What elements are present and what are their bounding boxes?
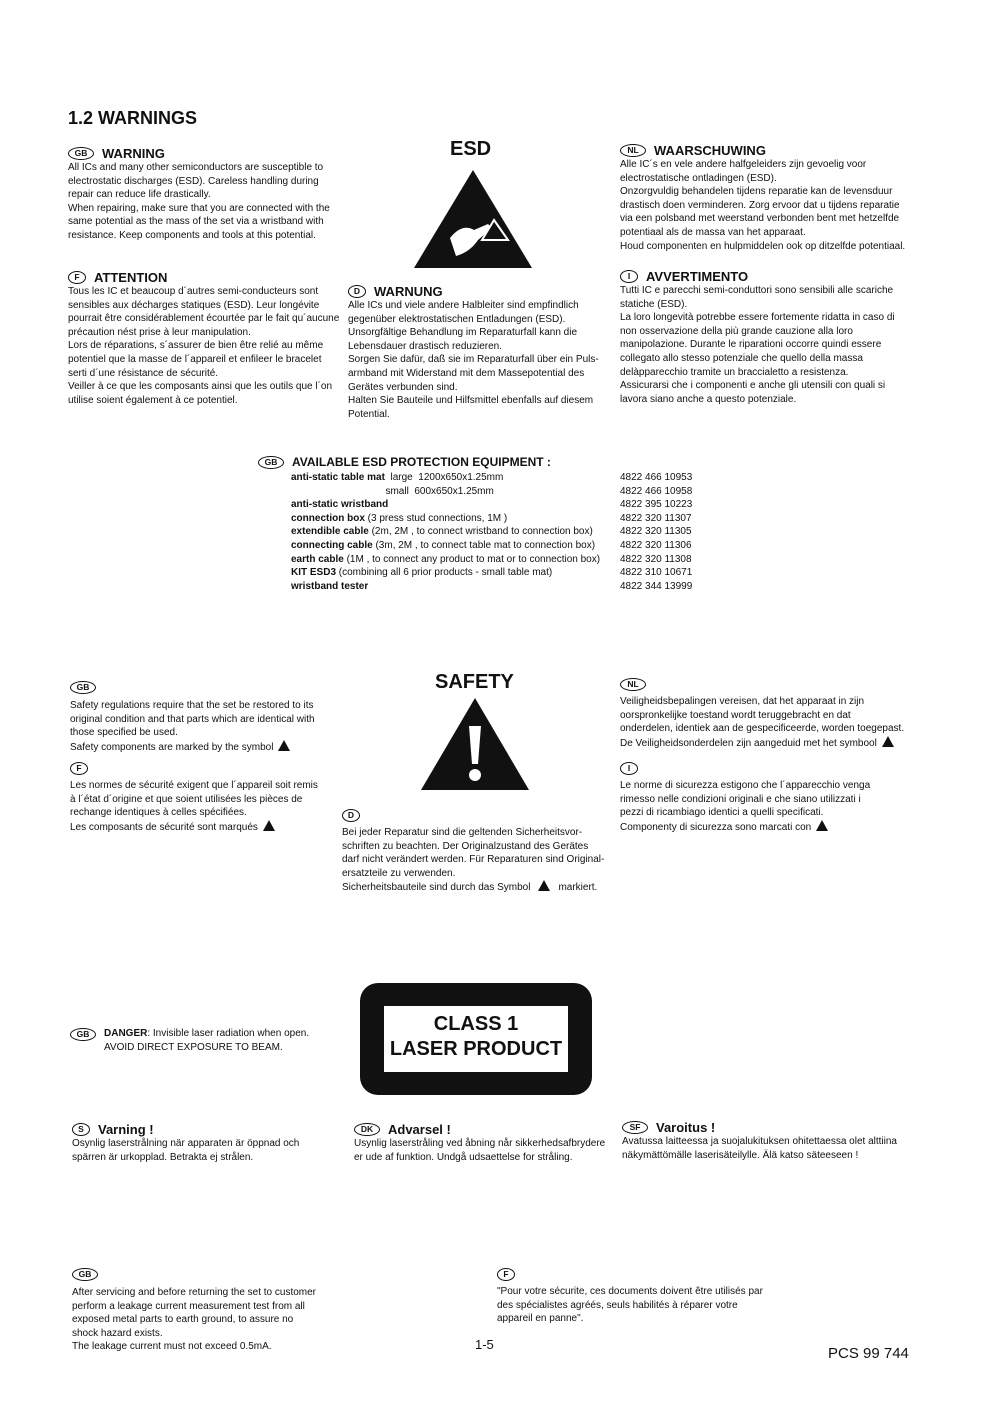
laser-heading-s: Varning ! (98, 1122, 154, 1137)
lang-badge-f: F (70, 762, 88, 775)
lang-badge-gb: GB (70, 1028, 96, 1041)
esd-text-gb: All ICs and many other semiconductors are susceptible to electrostatic discharges (ESD). Careless handling during repair can reduce life drastically. When repairing, make sure that you are connected with the same potential as the mass of the set via a wristband with resistance. Keep components and tools at this potential. (68, 162, 330, 241)
lang-badge-f: F (497, 1268, 515, 1281)
esd-text-f: Tous les IC et beaucoup d´autres semi-conducteurs sont sensibles aux décharges statiques (ESD). Leur longévite pourrait être considérablement écourtée par le fait qu´aucune précaution nést prise à leur manipulation. Lors de réparations, s´assurer de bien être relié au même potentiel que la masse de l´appareil et enfileer le bracelet serti d´une résistance de sécurité. Veiller à ce que les composants ainsi que les outils que l´on utilise soient également à ce potentiel. (68, 286, 340, 406)
safety-symbol-text-f: Les composants de sécurité sont marqués (70, 821, 258, 833)
lang-badge-gb: GB (258, 456, 284, 469)
page-title: 1.2 WARNINGS (68, 108, 198, 128)
safety-f (70, 758, 355, 834)
safety-nl (620, 674, 920, 750)
safety-symbol-text-gb: Safety components are marked by the symbol (70, 741, 274, 753)
lang-badge-s: S (72, 1123, 90, 1136)
safety-symbol-after-d: markiert. (558, 882, 598, 894)
equipment-item: KIT ESD3 (combining all 6 prior products - small table mat) (291, 567, 553, 579)
safety-text-f: Les normes de sécurité exigent que l´appareil soit remis à l´état d´origine et que soient utilisées les pièces de rechange identiques à celles spécifiées. (70, 780, 318, 819)
esd-warning-icon (412, 168, 534, 270)
laser-danger-label: DANGER (104, 1028, 148, 1039)
laser-text-sf: Avatussa laitteessa ja suojalukituksen ohitettaessa olet alttiina näkymättömälle laserisäteilylle. Älä katso säteeseen ! (622, 1136, 897, 1161)
safety-symbol-text-nl: De Veiligheidsonderdelen zijn aangeduid met het symbool (620, 737, 877, 749)
lang-badge-d: D (342, 809, 360, 822)
leakage-text-gb: After servicing and before returning the set to customer perform a leakage current measurement test from all exposed metal parts to earth ground, to assure no shock hazard exists. The leakage current must not exceed 0.5mA. (72, 1287, 317, 1353)
safety-text-gb: Safety regulations require that the set be restored to its original condition and that parts which are identical with those specified be used. (70, 700, 315, 739)
safety-symbol-text-i: Componenty di sicurezza sono marcati con (620, 821, 812, 833)
laser-warning-sf (622, 1120, 922, 1162)
warning-triangle-icon (278, 740, 290, 751)
equipment-item: earth cable (1M , to connect any product to mat or to connection box) (291, 553, 601, 565)
laser-label (360, 983, 592, 1095)
esd-heading-gb: WARNING (102, 146, 165, 161)
esd-warning-f (68, 270, 343, 407)
esd-warning-gb (68, 146, 348, 243)
safety-warning-icon (419, 696, 531, 792)
safety-text-i: Le norme di sicurezza estigono che l´apparecchio venga rimesso nelle condizioni originali e che siano utilizzati i pezzi di ricambiago identici a quelli specificati. (620, 780, 871, 819)
lang-badge-gb: GB (72, 1268, 98, 1281)
equipment-item: wristband tester (291, 580, 369, 592)
lang-badge-sf: SF (622, 1121, 648, 1134)
laser-warning-dk (354, 1122, 619, 1164)
leakage-text-f: "Pour votre sécurite, ces documents doivent être utilisés par des spécialistes agréés, seuls habilités à réparer votre appareil en panne". (497, 1286, 763, 1325)
equipment-items (291, 471, 621, 593)
equipment-item: anti-static wristband (291, 499, 389, 511)
warning-triangle-icon (538, 880, 550, 891)
equipment-item: connection box (3 press stud connections, 1M ) (291, 512, 508, 524)
equipment-title: AVAILABLE ESD PROTECTION EQUIPMENT : (292, 455, 551, 469)
lang-badge-f: F (68, 271, 86, 284)
laser-danger-gb (70, 1027, 340, 1054)
equipment-item: anti-static table mat large 1200x650x1.25mm (291, 472, 504, 483)
lang-badge-d: D (348, 285, 366, 298)
lang-badge-i: I (620, 270, 638, 283)
esd-text-nl: Alle IC´s en vele andere halfgeleiders zijn gevoelig voor electrostatische ontladingen (ESD). Onzorgvuldig behandelen tijdens reparatie kan de levensduur drastisch doen verminderen. Zorg ervoor dat u tijdens reparatie via een polsband met weerstand verbonden bent met hetzelfde potentiaal als de massa van het apparaat. Houd componenten en hulpmiddelen ook op ditzelfde potentiaal. (620, 159, 906, 252)
equipment-code: 4822 320 11306 (620, 539, 692, 551)
leakage-f (497, 1264, 787, 1326)
lang-badge-dk: DK (354, 1123, 380, 1136)
laser-heading-sf: Varoitus ! (656, 1120, 716, 1135)
esd-text-d: Alle ICs und viele andere Halbleiter sind empfindlich gegenüber elektrostatischen Entladungen (ESD). Unsorgfältige Behandlung im Reparaturfall kann die Lebensdauer drastisch reduzieren. Sorgen Sie dafür, daß sie im Reparaturfall über ein Puls- armband mit Widerstand mit dem Massepotential des Gerätes verbunden sind. Halten Sie Bauteile und Hilfsmittel ebenfalls auf diesem Potential. (348, 300, 599, 420)
laser-text-s: Osynlig laserstrålning när apparaten är öppnad och spärren är urkopplad. Betrakta ej strålen. (72, 1138, 300, 1163)
esd-warning-i (620, 269, 920, 406)
warning-triangle-icon (816, 820, 828, 831)
laser-danger-line2: AVOID DIRECT EXPOSURE TO BEAM. (104, 1041, 283, 1053)
page-number: 1-5 (475, 1337, 494, 1352)
safety-title: SAFETY (435, 671, 514, 693)
equipment-code: 4822 310 10671 (620, 567, 693, 579)
lang-badge-i: I (620, 762, 638, 775)
lang-badge-nl: NL (620, 678, 646, 691)
safety-text-d: Bei jeder Reparatur sind die geltenden Sicherheitsvor- schriften zu beachten. Der Originalzustand des Gerätes darf nicht verändert werden. Für Reparaturen sind Original- ersatzteile zu verwenden. (342, 827, 605, 879)
safety-d (342, 805, 617, 895)
equipment-code: 4822 320 11305 (620, 526, 692, 538)
equipment-code: 4822 466 10958 (620, 485, 693, 497)
model-number: PCS 99 744 (828, 1345, 909, 1362)
safety-symbol-text-d: Sicherheitsbauteile sind durch das Symbol (342, 882, 531, 894)
equipment-code: 4822 320 11307 (620, 512, 692, 524)
warning-triangle-icon (263, 820, 275, 831)
esd-heading-f: ATTENTION (94, 270, 168, 285)
equipment-heading (258, 455, 551, 469)
esd-heading-i: AVVERTIMENTO (646, 269, 749, 284)
equipment-code: 4822 320 11308 (620, 553, 692, 565)
leakage-gb (72, 1264, 342, 1354)
esd-title: ESD (450, 138, 492, 160)
esd-warning-d (348, 284, 618, 421)
warning-triangle-icon (882, 736, 894, 747)
laser-label-line1: CLASS 1 (433, 1013, 519, 1035)
safety-i (620, 758, 920, 834)
esd-heading-d: WARNUNG (374, 284, 443, 299)
equipment-item: extendible cable (2m, 2M , to connect wristband to connection box) (291, 526, 593, 538)
esd-heading-nl: WAARSCHUWING (654, 143, 766, 158)
laser-warning-s (72, 1122, 332, 1164)
laser-danger-text: : Invisible laser radiation when open. (147, 1028, 310, 1039)
equipment-item: connecting cable (3m, 2M , to connect table mat to connection box) (291, 539, 596, 551)
safety-gb (70, 677, 350, 754)
safety-text-nl: Veiligheidsbepalingen vereisen, dat het apparaat in zijn oorspronkelijke toestand wordt teruggebracht en dat onderdelen, identiek aan de gespecificeerde, worden toegepast. (620, 696, 905, 735)
equipment-codes (620, 471, 720, 593)
lang-badge-nl: NL (620, 144, 646, 157)
lang-badge-gb: GB (68, 147, 94, 160)
equipment-item: small 600x650x1.25mm (291, 485, 494, 497)
esd-warning-nl (620, 143, 920, 253)
lang-badge-gb: GB (70, 681, 96, 694)
laser-label-line2: LASER PRODUCT (389, 1038, 563, 1060)
laser-text-dk: Usynlig laserstråling ved åbning når sikkerhedsafbrydere er ude af funktion. Undgå udsaettelse for stråling. (354, 1138, 606, 1163)
equipment-code: 4822 344 13999 (620, 580, 693, 592)
laser-heading-dk: Advarsel ! (388, 1122, 451, 1137)
equipment-code: 4822 466 10953 (620, 472, 693, 483)
equipment-code: 4822 395 10223 (620, 499, 693, 511)
esd-text-i: Tutti IC e parecchi semi-conduttori sono sensibili alle scariche statiche (ESD). La loro longevità potrebbe essere fortemente ridatta in caso di non osservazione della più grande cauzione alla loro manipolazione. Durante le riparationi occorre quindi essere collegato allo stesso potenziale che quello della massa delàpparecchio tramite un braccialetto a resistenza. Assicurarsi che i componenti e anche gli utensili con quali si lavora siano anche a questo potenziale. (620, 285, 895, 405)
